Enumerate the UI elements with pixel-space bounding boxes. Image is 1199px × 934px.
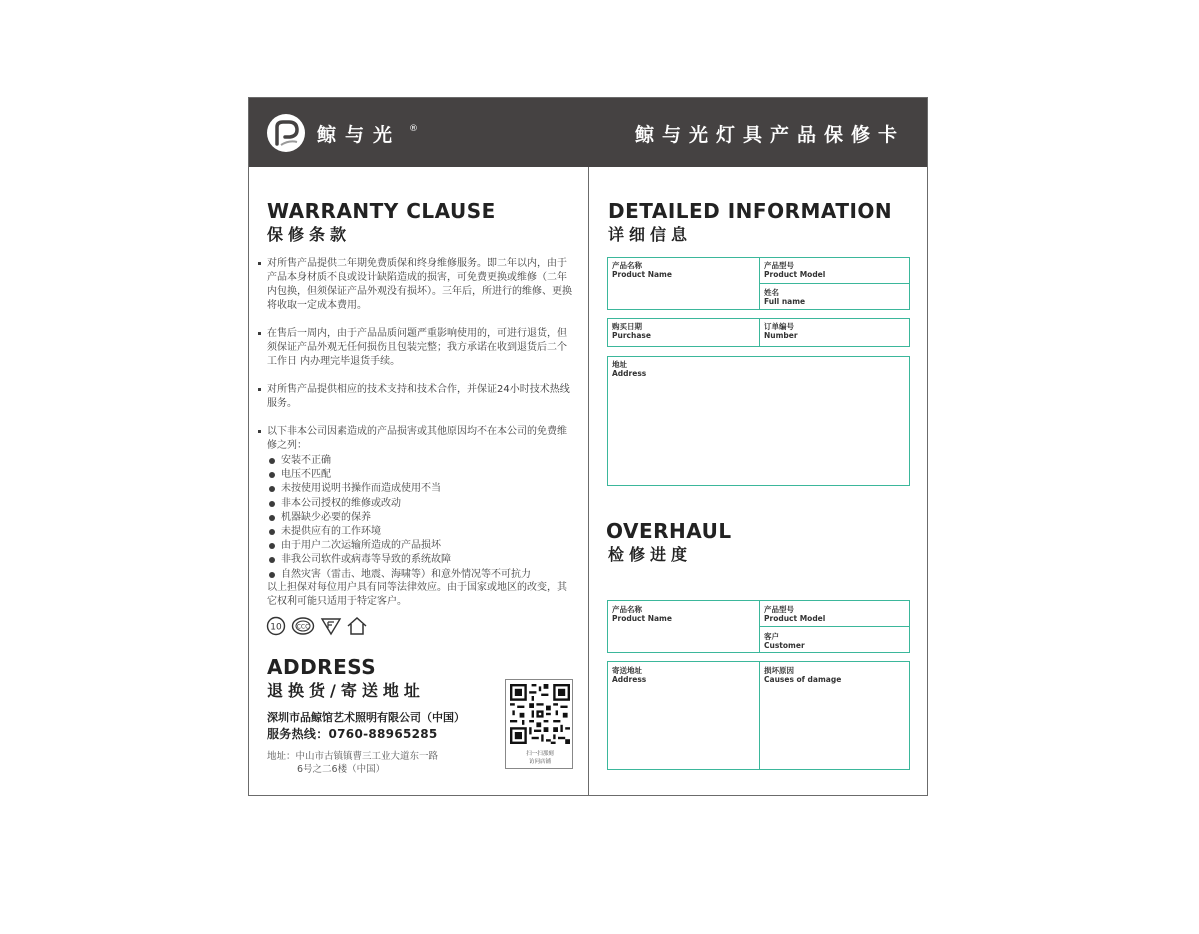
- box-divider: [759, 626, 910, 627]
- warranty-title-zh: 保修条款: [267, 225, 352, 244]
- 10-year-icon: [266, 616, 286, 636]
- bullet-dot-icon: [269, 557, 275, 563]
- address-line-1: 地址：中山市古镇镇曹三工业大道东一路: [267, 751, 439, 762]
- box-divider: [759, 283, 910, 284]
- list-item: 非本公司授权的维修或改动: [267, 497, 573, 511]
- bullet-square-icon: [258, 430, 261, 433]
- exclusion-list: [267, 454, 573, 582]
- field-order-number[interactable]: 订单编号 Number: [764, 322, 798, 340]
- overhaul-title-en: OVERHAUL: [606, 519, 732, 543]
- home-icon: [346, 616, 368, 636]
- field-send-address[interactable]: 寄送地址 Address: [612, 666, 647, 684]
- bullet-dot-icon: [269, 529, 275, 535]
- warranty-closing: 以上担保对每位用户具有同等法律效应。由于国家或地区的改变，其它权利可能只适用于特定客户。: [267, 582, 567, 607]
- warranty-paragraph: 以下非本公司因素造成的产品损害或其他原因均不在本公司的免费维修之列：: [267, 425, 573, 453]
- warranty-paragraph: 对所售产品提供相应的技术支持和技术合作，并保证24小时技术热线服务。: [267, 383, 573, 411]
- svg-text:CCC: CCC: [296, 623, 310, 631]
- address-box: [607, 356, 910, 486]
- warranty-paragraph: 在售后一周内，由于产品品质问题严重影响使用的，可进行退货，但须保证产品外观无任何损伤且包装完整；我方承诺在收到退货后二个工作日 内办理完毕退货手续。: [267, 327, 573, 369]
- field-product-name[interactable]: 产品名称 Product Name: [612, 261, 672, 279]
- field-overhaul-product-model[interactable]: 产品型号 Product Model: [764, 605, 826, 623]
- list-item: 由于用户二次运输所造成的产品损坏: [267, 539, 573, 553]
- field-customer[interactable]: 客户 Customer: [764, 632, 805, 650]
- list-item: 未按使用说明书操作而造成使用不当: [267, 482, 573, 496]
- bullet-dot-icon: [269, 515, 275, 521]
- overhaul-title-zh: 检修进度: [608, 545, 693, 564]
- bullet-dot-icon: [269, 501, 275, 507]
- field-purchase-date[interactable]: 购买日期 Purchase: [612, 322, 651, 340]
- service-hotline: 服务热线：0760-88965285: [267, 727, 438, 741]
- card-title: 鲸与光灯具产品保修卡: [634, 124, 905, 146]
- store-qr-code[interactable]: [505, 679, 573, 769]
- list-item: 未提供应有的工作环境: [267, 525, 573, 539]
- qr-code-icon: [510, 684, 570, 744]
- warranty-card: [248, 97, 928, 796]
- bullet-square-icon: [258, 332, 261, 335]
- company-name: 深圳市品鲸馆艺术照明有限公司（中国）: [267, 711, 465, 724]
- list-item: 安装不正确: [267, 454, 573, 468]
- field-damage-cause[interactable]: 损坏原因 Causes of damage: [764, 666, 842, 684]
- registered-mark: ®: [409, 124, 418, 134]
- bullet-square-icon: [258, 262, 261, 265]
- svg-text:10: 10: [270, 622, 282, 633]
- bullet-square-icon: [258, 388, 261, 391]
- box-divider: [759, 318, 760, 347]
- address-line-2: 6号之二6楼（中国）: [297, 764, 386, 775]
- warranty-title-en: WARRANTY CLAUSE: [267, 199, 496, 223]
- bullet-dot-icon: [269, 458, 275, 464]
- list-item: 电压不匹配: [267, 468, 573, 482]
- brand-name: 鲸与光: [317, 124, 402, 146]
- qr-caption: 扫一扫那刻: [526, 751, 554, 757]
- bullet-dot-icon: [269, 472, 275, 478]
- card-header: [249, 98, 927, 167]
- bullet-dot-icon: [269, 543, 275, 549]
- bullet-dot-icon: [269, 572, 275, 578]
- field-product-model[interactable]: 产品型号 Product Model: [764, 261, 826, 279]
- details-title-en: DETAILED INFORMATION: [608, 199, 893, 223]
- list-item: 机器缺少必要的保养: [267, 511, 573, 525]
- field-address[interactable]: 地址 Address: [612, 360, 647, 378]
- warranty-paragraph: 对所售产品提供二年期免费质保和终身维修服务。即二年以内，由于产品本身材质不良或设计缺陷造成的损害，可免费更换或维修（二年内包换，但须保证产品外观没有损坏）。三年后，所进行的维修、更换将收取一定成本费用。: [267, 257, 573, 313]
- address-title-en: ADDRESS: [267, 655, 377, 679]
- fcc-triangle-icon: [320, 616, 342, 636]
- list-item: 非我公司软件或病毒等导致的系统故障: [267, 553, 573, 567]
- address-title-zh: 退换货/寄送地址: [267, 681, 425, 700]
- details-title-zh: 详细信息: [608, 225, 693, 244]
- bullet-dot-icon: [269, 486, 275, 492]
- box-divider: [759, 661, 760, 770]
- field-overhaul-product-name[interactable]: 产品名称 Product Name: [612, 605, 672, 623]
- brand-logo-icon: [267, 114, 305, 152]
- ccc-icon: [291, 616, 315, 636]
- list-item: 自然灾害（雷击、地震、海啸等）和意外情况等不可抗力: [267, 568, 573, 582]
- field-full-name[interactable]: 姓名 Full name: [764, 288, 806, 306]
- qr-caption: 访问店铺: [528, 759, 551, 765]
- center-divider: [588, 167, 589, 796]
